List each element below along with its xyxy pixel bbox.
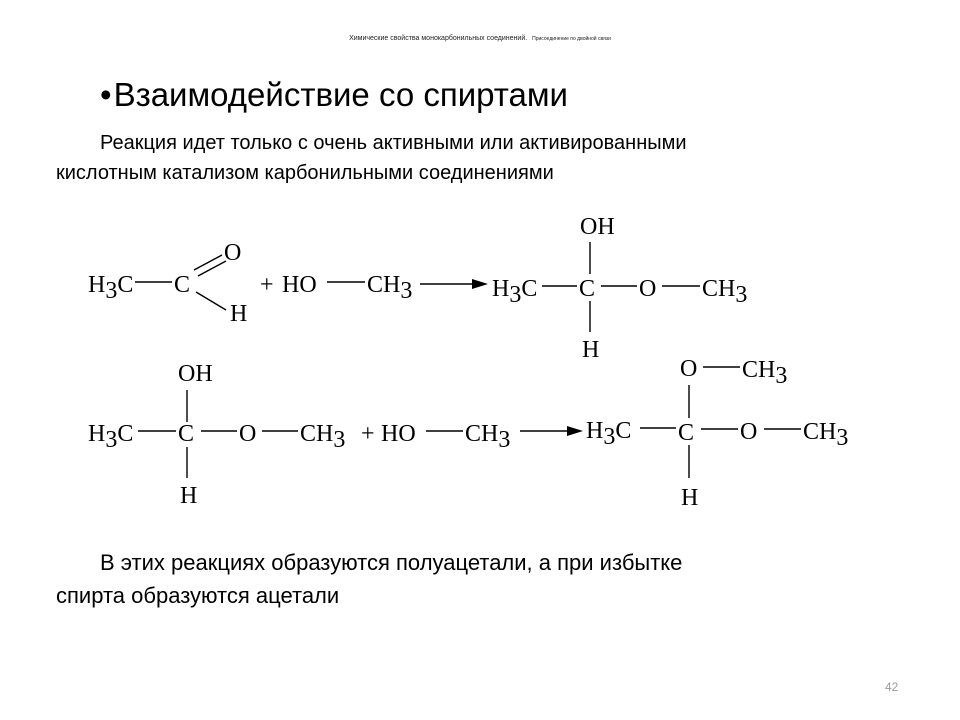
intro-paragraph xyxy=(56,128,687,188)
r1p-h3c: H3C xyxy=(492,276,538,308)
r2-hydrogen: H xyxy=(180,483,198,509)
reaction-1 xyxy=(88,214,747,363)
r1-ho: HO xyxy=(282,272,317,298)
r1p-carbon: C xyxy=(579,276,596,302)
r2-arrow-head xyxy=(567,426,583,436)
r1-double-bond-b xyxy=(198,261,226,276)
intro-line-2: кислотным катализом карбонильными соединениями xyxy=(56,162,554,184)
r2-carbon: C xyxy=(178,421,195,447)
r2-ho: HO xyxy=(381,421,416,447)
r2p-oxygen: O xyxy=(740,419,758,445)
page-number: 42 xyxy=(885,680,899,694)
r1p-oxygen: O xyxy=(639,276,657,302)
header-main: Химические свойства монокарбонильных соединений. xyxy=(349,35,528,42)
conclusion-paragraph xyxy=(56,546,682,612)
r1p-oh: OH xyxy=(580,214,615,240)
intro-line-1: Реакция идет только с очень активными или активированными xyxy=(100,132,687,154)
r2-ch3: CH3 xyxy=(300,421,346,453)
r2p-top-ch3: CH3 xyxy=(742,357,788,389)
r2-oh: OH xyxy=(178,361,213,387)
r1-h3c: H3C xyxy=(88,272,134,304)
r1-bond-c-h xyxy=(196,292,226,310)
r1-double-bond-a xyxy=(194,255,222,270)
r1-ch3: CH3 xyxy=(367,272,413,304)
r1-oxygen: O xyxy=(224,240,242,266)
bullet-icon: • xyxy=(100,76,112,113)
r1-plus: + xyxy=(260,272,274,298)
r2-h3c: H3C xyxy=(88,421,134,453)
slide-heading xyxy=(100,76,568,114)
r1p-hydrogen: H xyxy=(582,337,600,363)
r2p-hydrogen: H xyxy=(681,485,699,511)
r2p-h3c: H3C xyxy=(586,418,632,450)
r1-arrow-head xyxy=(472,279,488,289)
r1-hydrogen: H xyxy=(230,301,248,327)
r2p-ch3: CH3 xyxy=(803,419,849,451)
r2p-carbon: C xyxy=(678,420,695,446)
r2p-top-oxygen: O xyxy=(680,356,698,382)
r1p-ch3: CH3 xyxy=(702,276,748,308)
conclusion-line-1: В этих реакциях образуются полуацетали, а при избытке xyxy=(100,550,683,575)
slide-header xyxy=(0,35,960,42)
reaction-2 xyxy=(88,356,848,511)
heading-text: Взаимодействие со спиртами xyxy=(113,76,568,113)
header-sub: Присоединение по двойной связи xyxy=(532,36,611,42)
r2-oxygen: O xyxy=(239,421,257,447)
conclusion-line-2: спирта образуются ацетали xyxy=(56,583,340,608)
reaction-scheme xyxy=(0,200,960,530)
r1-carbon: C xyxy=(174,272,191,298)
r2-plus: + xyxy=(361,421,375,447)
r2-ch3b: CH3 xyxy=(465,421,511,453)
